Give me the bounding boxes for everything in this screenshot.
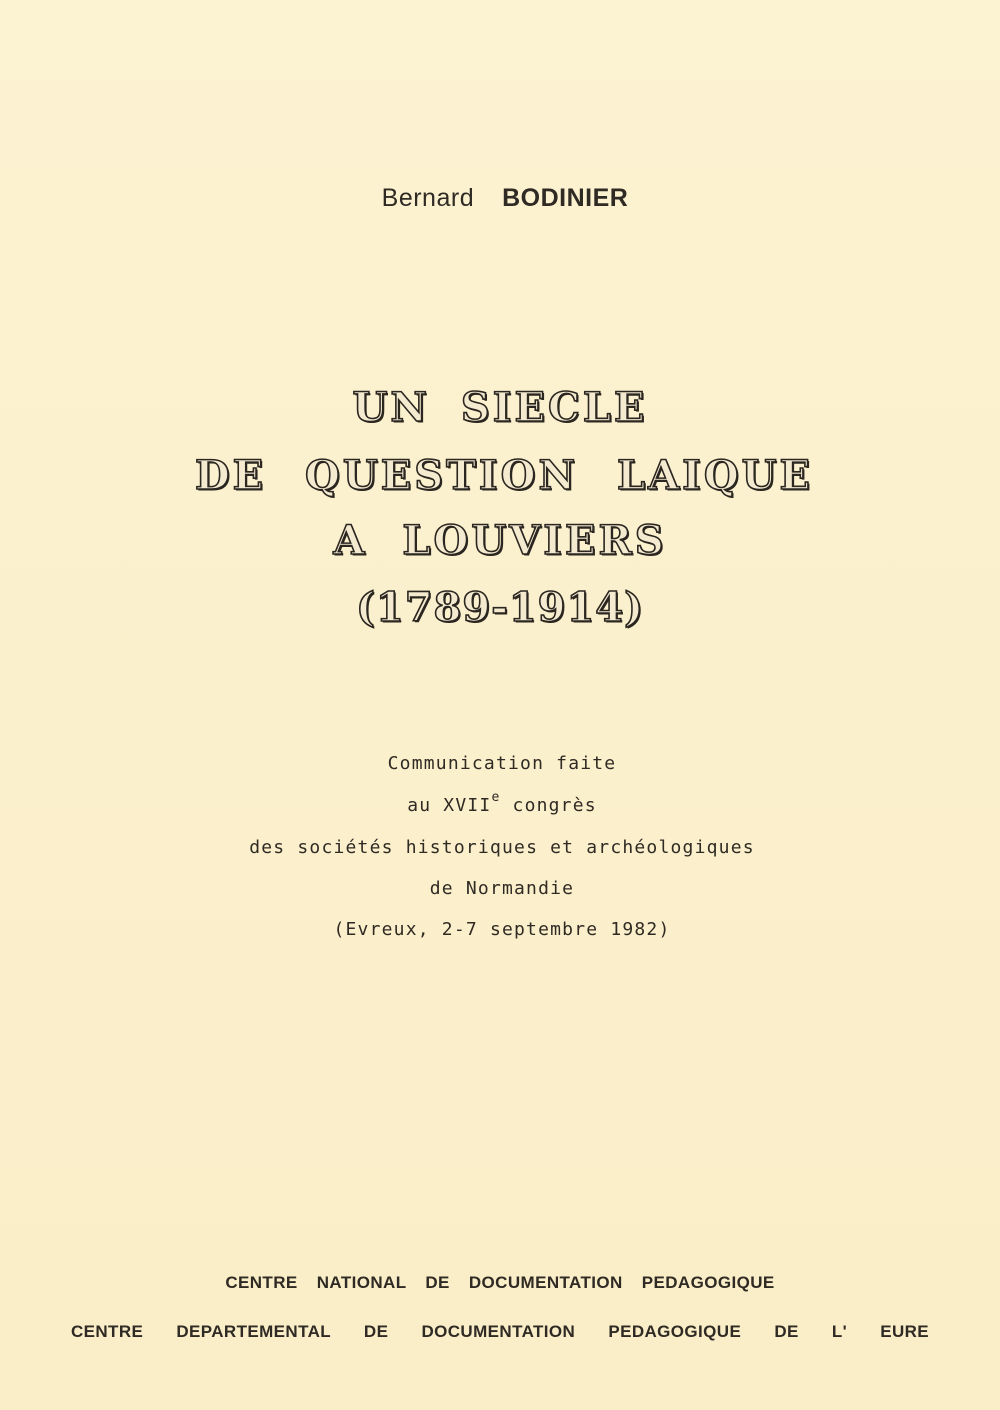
- author-name: [0, 184, 1000, 213]
- title-dates: (1789-1914): [355, 584, 645, 631]
- congress-word: congrès: [512, 795, 597, 816]
- communication-line-5: (Evreux, 2-7 septembre 1982): [333, 919, 671, 940]
- communication-line-2: [0, 790, 1000, 816]
- communication-line-3: des sociétés historiques et archéologiques: [249, 837, 755, 858]
- communication-line-4: de Normandie: [429, 878, 575, 899]
- congress-number: au XVII: [407, 795, 492, 816]
- publisher-national: CENTRE NATIONAL DE DOCUMENTATION PEDAGOGIQUE: [225, 1273, 775, 1292]
- author-first-name: Bernard: [381, 184, 475, 212]
- communication-line-1: Communication faite: [387, 753, 617, 774]
- publisher-departmental: CENTRE DEPARTEMENTAL DE DOCUMENTATION PEDAGOGIQUE DE L' EURE: [70, 1322, 930, 1341]
- title-line-2: DE QUESTION LAIQUE: [194, 452, 814, 499]
- author-last-name: BODINIER: [502, 184, 629, 212]
- title-line-3: A LOUVIERS: [333, 517, 667, 564]
- congress-superscript: e: [491, 790, 501, 805]
- title-line-1: UN SIECLE: [352, 384, 648, 431]
